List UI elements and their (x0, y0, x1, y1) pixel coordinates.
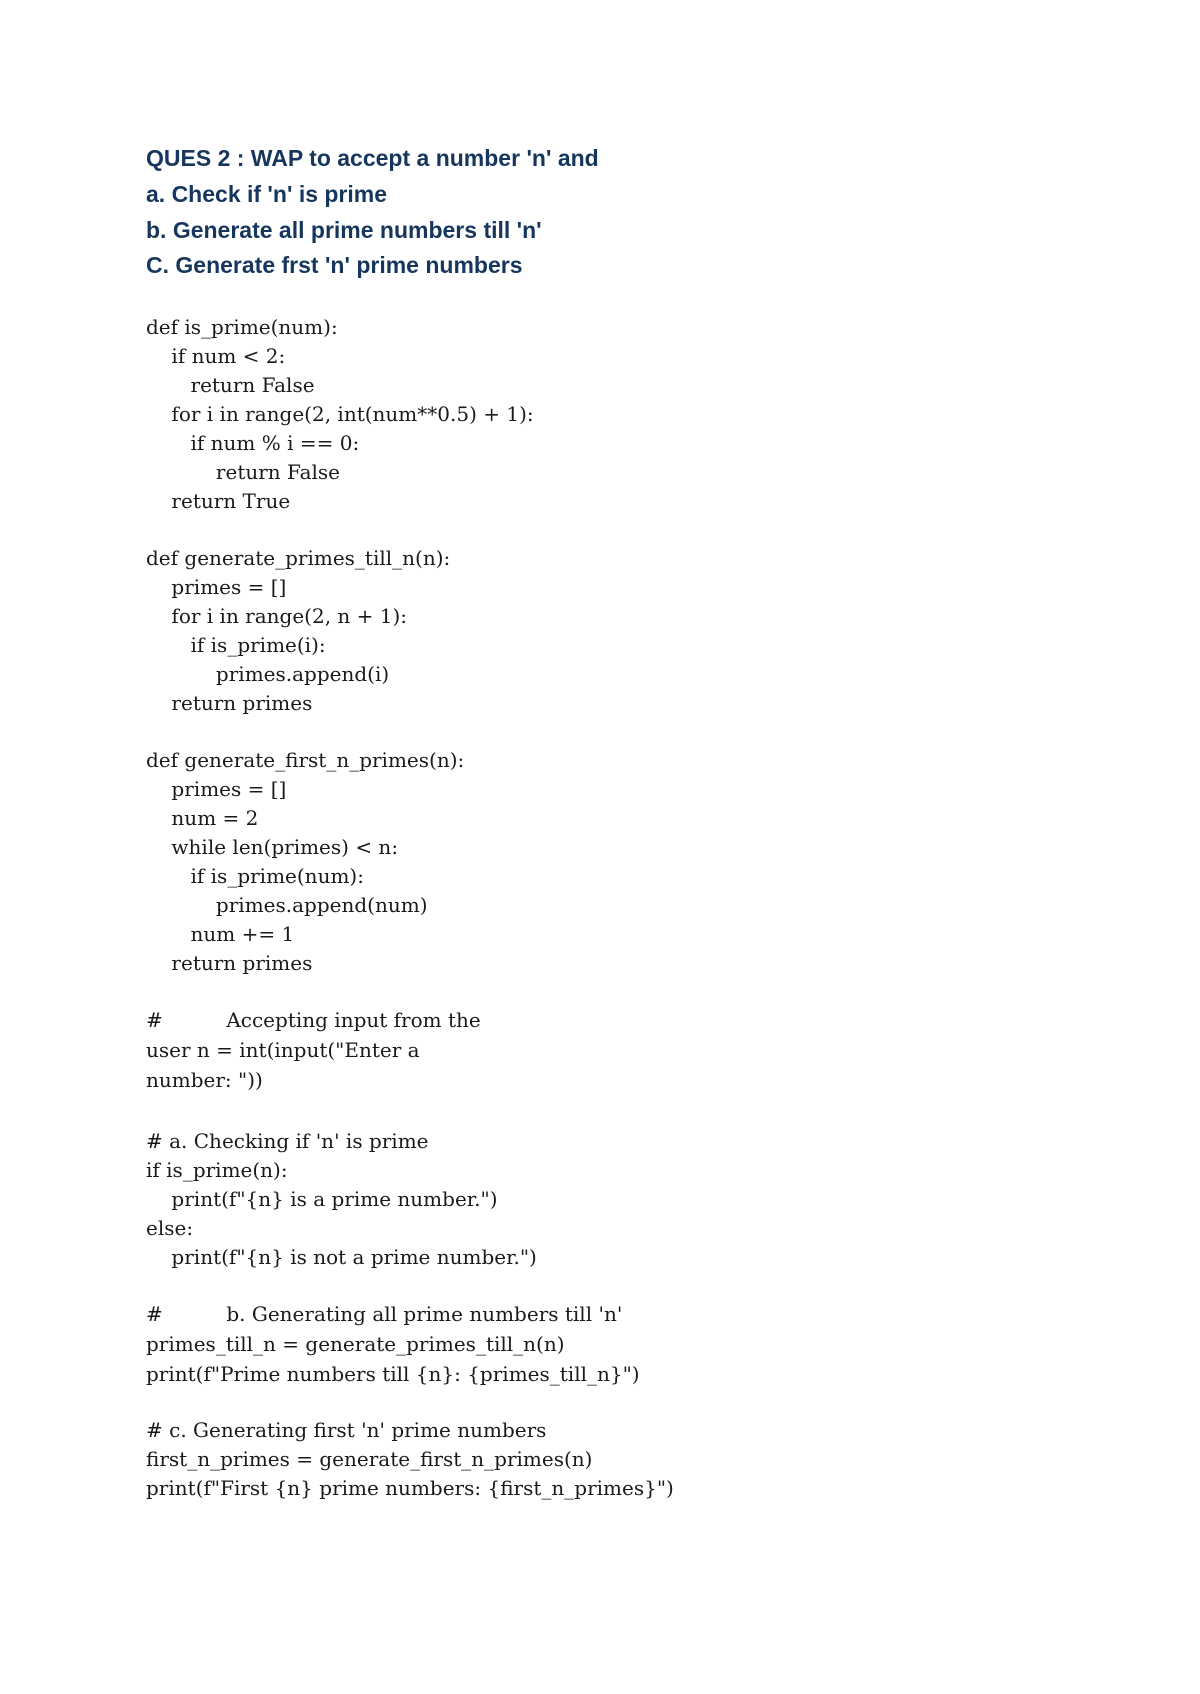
code-line: return primes (146, 951, 313, 975)
code-line: for i in range(2, n + 1): (146, 604, 408, 628)
code-line: primes.append(num) (146, 893, 428, 917)
code-line: num = 2 (146, 806, 259, 830)
code-line: print(f"First {n} prime numbers: {first_n_primes}") (146, 1476, 674, 1500)
code-input-block (146, 1006, 481, 1096)
code-line: if is_prime(n): (146, 1158, 288, 1182)
code-is-prime (146, 313, 534, 516)
code-first-block (146, 1416, 674, 1503)
question-part-b: b. Generate all prime numbers till 'n' (146, 217, 542, 243)
code-line: return False (146, 460, 340, 484)
code-line: if num < 2: (146, 344, 286, 368)
code-till-block (146, 1300, 640, 1390)
code-line: def generate_first_n_primes(n): (146, 748, 465, 772)
code-line: for i in range(2, int(num**0.5) + 1): (146, 402, 534, 426)
code-line: # Accepting input from the (146, 1008, 481, 1032)
code-line: primes = [] (146, 575, 287, 599)
code-line: primes = [] (146, 777, 287, 801)
code-line: # c. Generating first 'n' prime numbers (146, 1418, 547, 1442)
code-check-block (146, 1127, 537, 1272)
code-line: return True (146, 489, 291, 513)
code-line: # a. Checking if 'n' is prime (146, 1129, 429, 1153)
code-line: primes_till_n = generate_primes_till_n(n) (146, 1332, 565, 1356)
code-line: return False (146, 373, 315, 397)
code-line: if num % i == 0: (146, 431, 360, 455)
code-line: while len(primes) < n: (146, 835, 399, 859)
question-part-c: C. Generate frst 'n' prime numbers (146, 252, 523, 278)
code-line: if is_prime(i): (146, 633, 326, 657)
code-line: print(f"{n} is a prime number.") (146, 1187, 498, 1211)
code-line: print(f"{n} is not a prime number.") (146, 1245, 537, 1269)
code-line: number: ")) (146, 1068, 263, 1092)
code-line: user n = int(input("Enter a (146, 1038, 420, 1062)
code-line: def is_prime(num): (146, 315, 338, 339)
code-line: if is_prime(num): (146, 864, 364, 888)
question-title: QUES 2 : WAP to accept a number 'n' and (146, 145, 599, 171)
code-line: primes.append(i) (146, 662, 390, 686)
code-line: else: (146, 1216, 194, 1240)
code-line: num += 1 (146, 922, 295, 946)
code-generate-primes-till-n (146, 544, 450, 718)
code-line: first_n_primes = generate_first_n_primes(n) (146, 1447, 593, 1471)
code-line: return primes (146, 691, 313, 715)
question-part-a: a. Check if 'n' is prime (146, 181, 388, 207)
code-line: # b. Generating all prime numbers till 'n' (146, 1302, 623, 1326)
code-generate-first-n-primes (146, 746, 464, 978)
code-line: print(f"Prime numbers till {n}: {primes_till_n}") (146, 1362, 640, 1386)
code-line: def generate_primes_till_n(n): (146, 546, 451, 570)
